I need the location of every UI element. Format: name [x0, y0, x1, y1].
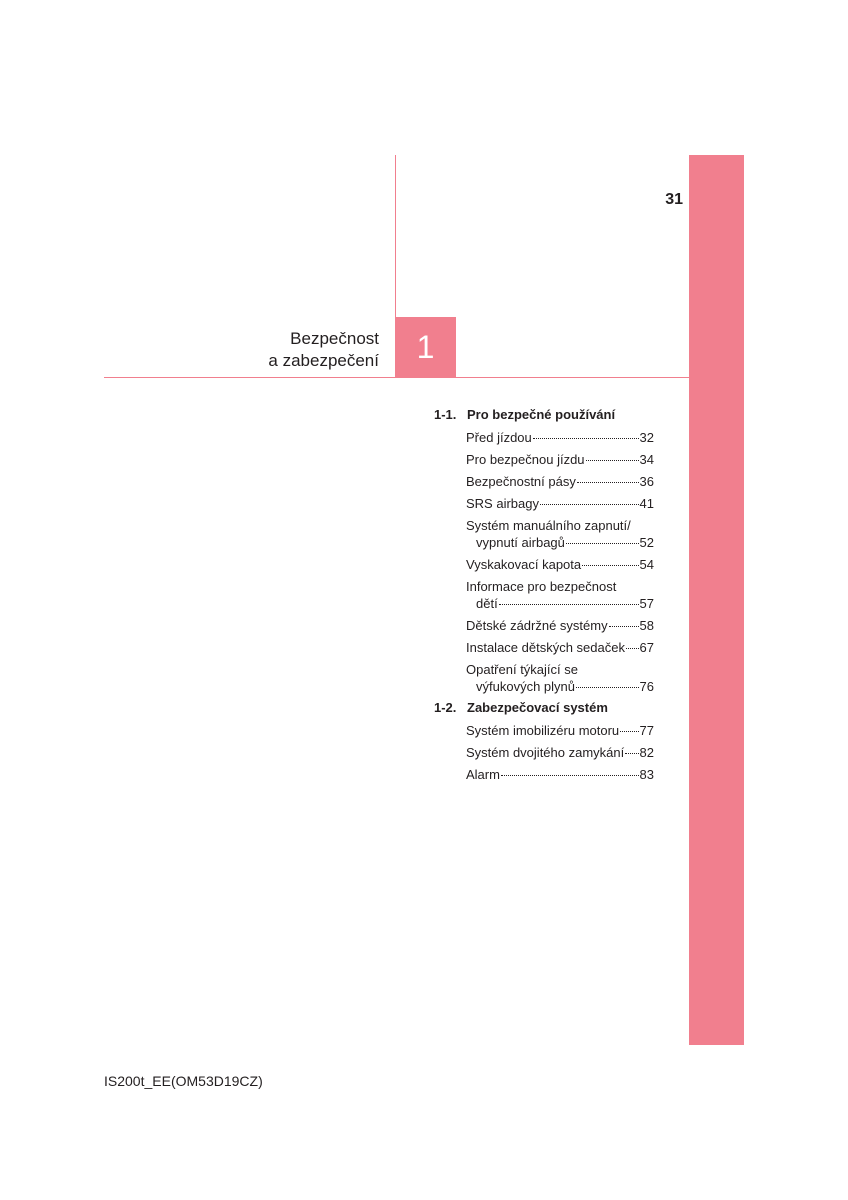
toc-entry-page: 52 [639, 534, 654, 550]
toc-entry-manualni-airbagy[interactable] [466, 514, 654, 553]
document-code-footer: IS200t_EE(OM53D19CZ) [104, 1073, 263, 1089]
toc-entry-dvojite-zamykani[interactable] [466, 741, 654, 763]
toc-entry-page: 77 [639, 722, 654, 738]
toc-entry-page: 76 [639, 678, 654, 694]
toc-entry-label: Systém imobilizéru motoru [466, 722, 620, 738]
toc-entry-alarm[interactable] [466, 763, 654, 785]
toc-entry-srs-airbagy[interactable] [466, 492, 654, 514]
dot-leader [540, 504, 639, 505]
toc-entry-page: 67 [639, 639, 654, 655]
dot-leader [577, 482, 639, 483]
toc-entry-page: 58 [639, 617, 654, 633]
section-number: 1-1. [434, 407, 457, 422]
section-title: Zabezpečovací systém [467, 700, 608, 715]
table-of-contents [434, 404, 654, 785]
chapter-side-tab [689, 155, 744, 1045]
dot-leader [501, 775, 639, 776]
dot-leader [533, 438, 639, 439]
dot-leader [566, 543, 639, 544]
toc-entry-label-line2: vypnutí airbagů [476, 534, 565, 550]
chapter-title [268, 328, 379, 372]
toc-entry-label-line2: výfukových plynů [476, 678, 575, 694]
dot-leader [620, 731, 638, 732]
toc-entry-label-line2: dětí [476, 595, 498, 611]
toc-entry-bezpecnostni-pasy[interactable] [466, 470, 654, 492]
dot-leader [626, 648, 639, 649]
toc-entry-page: 82 [639, 744, 654, 760]
toc-entry-label-line1: Informace pro bezpečnost [466, 578, 617, 594]
toc-entry-label: Před jízdou [466, 429, 532, 445]
toc-entry-page: 32 [639, 429, 654, 445]
toc-entry-page: 54 [639, 556, 654, 572]
toc-entry-label: SRS airbagy [466, 495, 539, 511]
toc-entry-label-line1: Systém manuálního zapnutí/ [466, 517, 631, 533]
toc-entry-page: 36 [639, 473, 654, 489]
toc-entry-imobilizer[interactable] [466, 719, 654, 741]
toc-entry-label: Vyskakovací kapota [466, 556, 582, 572]
toc-entry-label: Pro bezpečnou jízdu [466, 451, 585, 467]
toc-entry-pro-bezpecnou-jizdu[interactable] [466, 448, 654, 470]
dot-leader [586, 460, 639, 461]
page-number: 31 [665, 191, 683, 208]
toc-entry-vyskakovaci-kapota[interactable] [466, 553, 654, 575]
toc-entry-label-line1: Opatření týkající se [466, 661, 578, 677]
toc-section-1-1[interactable] [434, 404, 654, 426]
toc-entry-label: Alarm [466, 766, 500, 782]
toc-entry-page: 83 [639, 766, 654, 782]
chapter-number-box: 1 [395, 317, 456, 378]
toc-entry-pred-jizdou[interactable] [466, 426, 654, 448]
section-title: Pro bezpečné používání [467, 407, 616, 422]
toc-entry-instalace-sedacek[interactable] [466, 636, 654, 658]
dot-leader [625, 753, 638, 754]
toc-entry-label: Bezpečnostní pásy [466, 473, 576, 489]
dot-leader [576, 687, 639, 688]
toc-entry-detske-zadrzne-systemy[interactable] [466, 614, 654, 636]
toc-entry-page: 34 [639, 451, 654, 467]
toc-section-1-2[interactable] [434, 697, 654, 719]
toc-entry-page: 57 [639, 595, 654, 611]
dot-leader [582, 565, 638, 566]
chapter-title-line2: a zabezpečení [268, 351, 379, 370]
toc-entry-label: Dětské zádržné systémy [466, 617, 608, 633]
vertical-divider [395, 155, 396, 318]
chapter-title-line1: Bezpečnost [290, 329, 379, 348]
section-number: 1-2. [434, 700, 457, 715]
dot-leader [499, 604, 639, 605]
toc-entry-bezpecnost-deti[interactable] [466, 575, 654, 614]
toc-entry-label: Systém dvojitého zamykání [466, 744, 625, 760]
toc-entry-label: Instalace dětských sedaček [466, 639, 625, 655]
toc-entry-vyfukove-plyny[interactable] [466, 658, 654, 697]
dot-leader [609, 626, 639, 627]
toc-entry-page: 41 [639, 495, 654, 511]
